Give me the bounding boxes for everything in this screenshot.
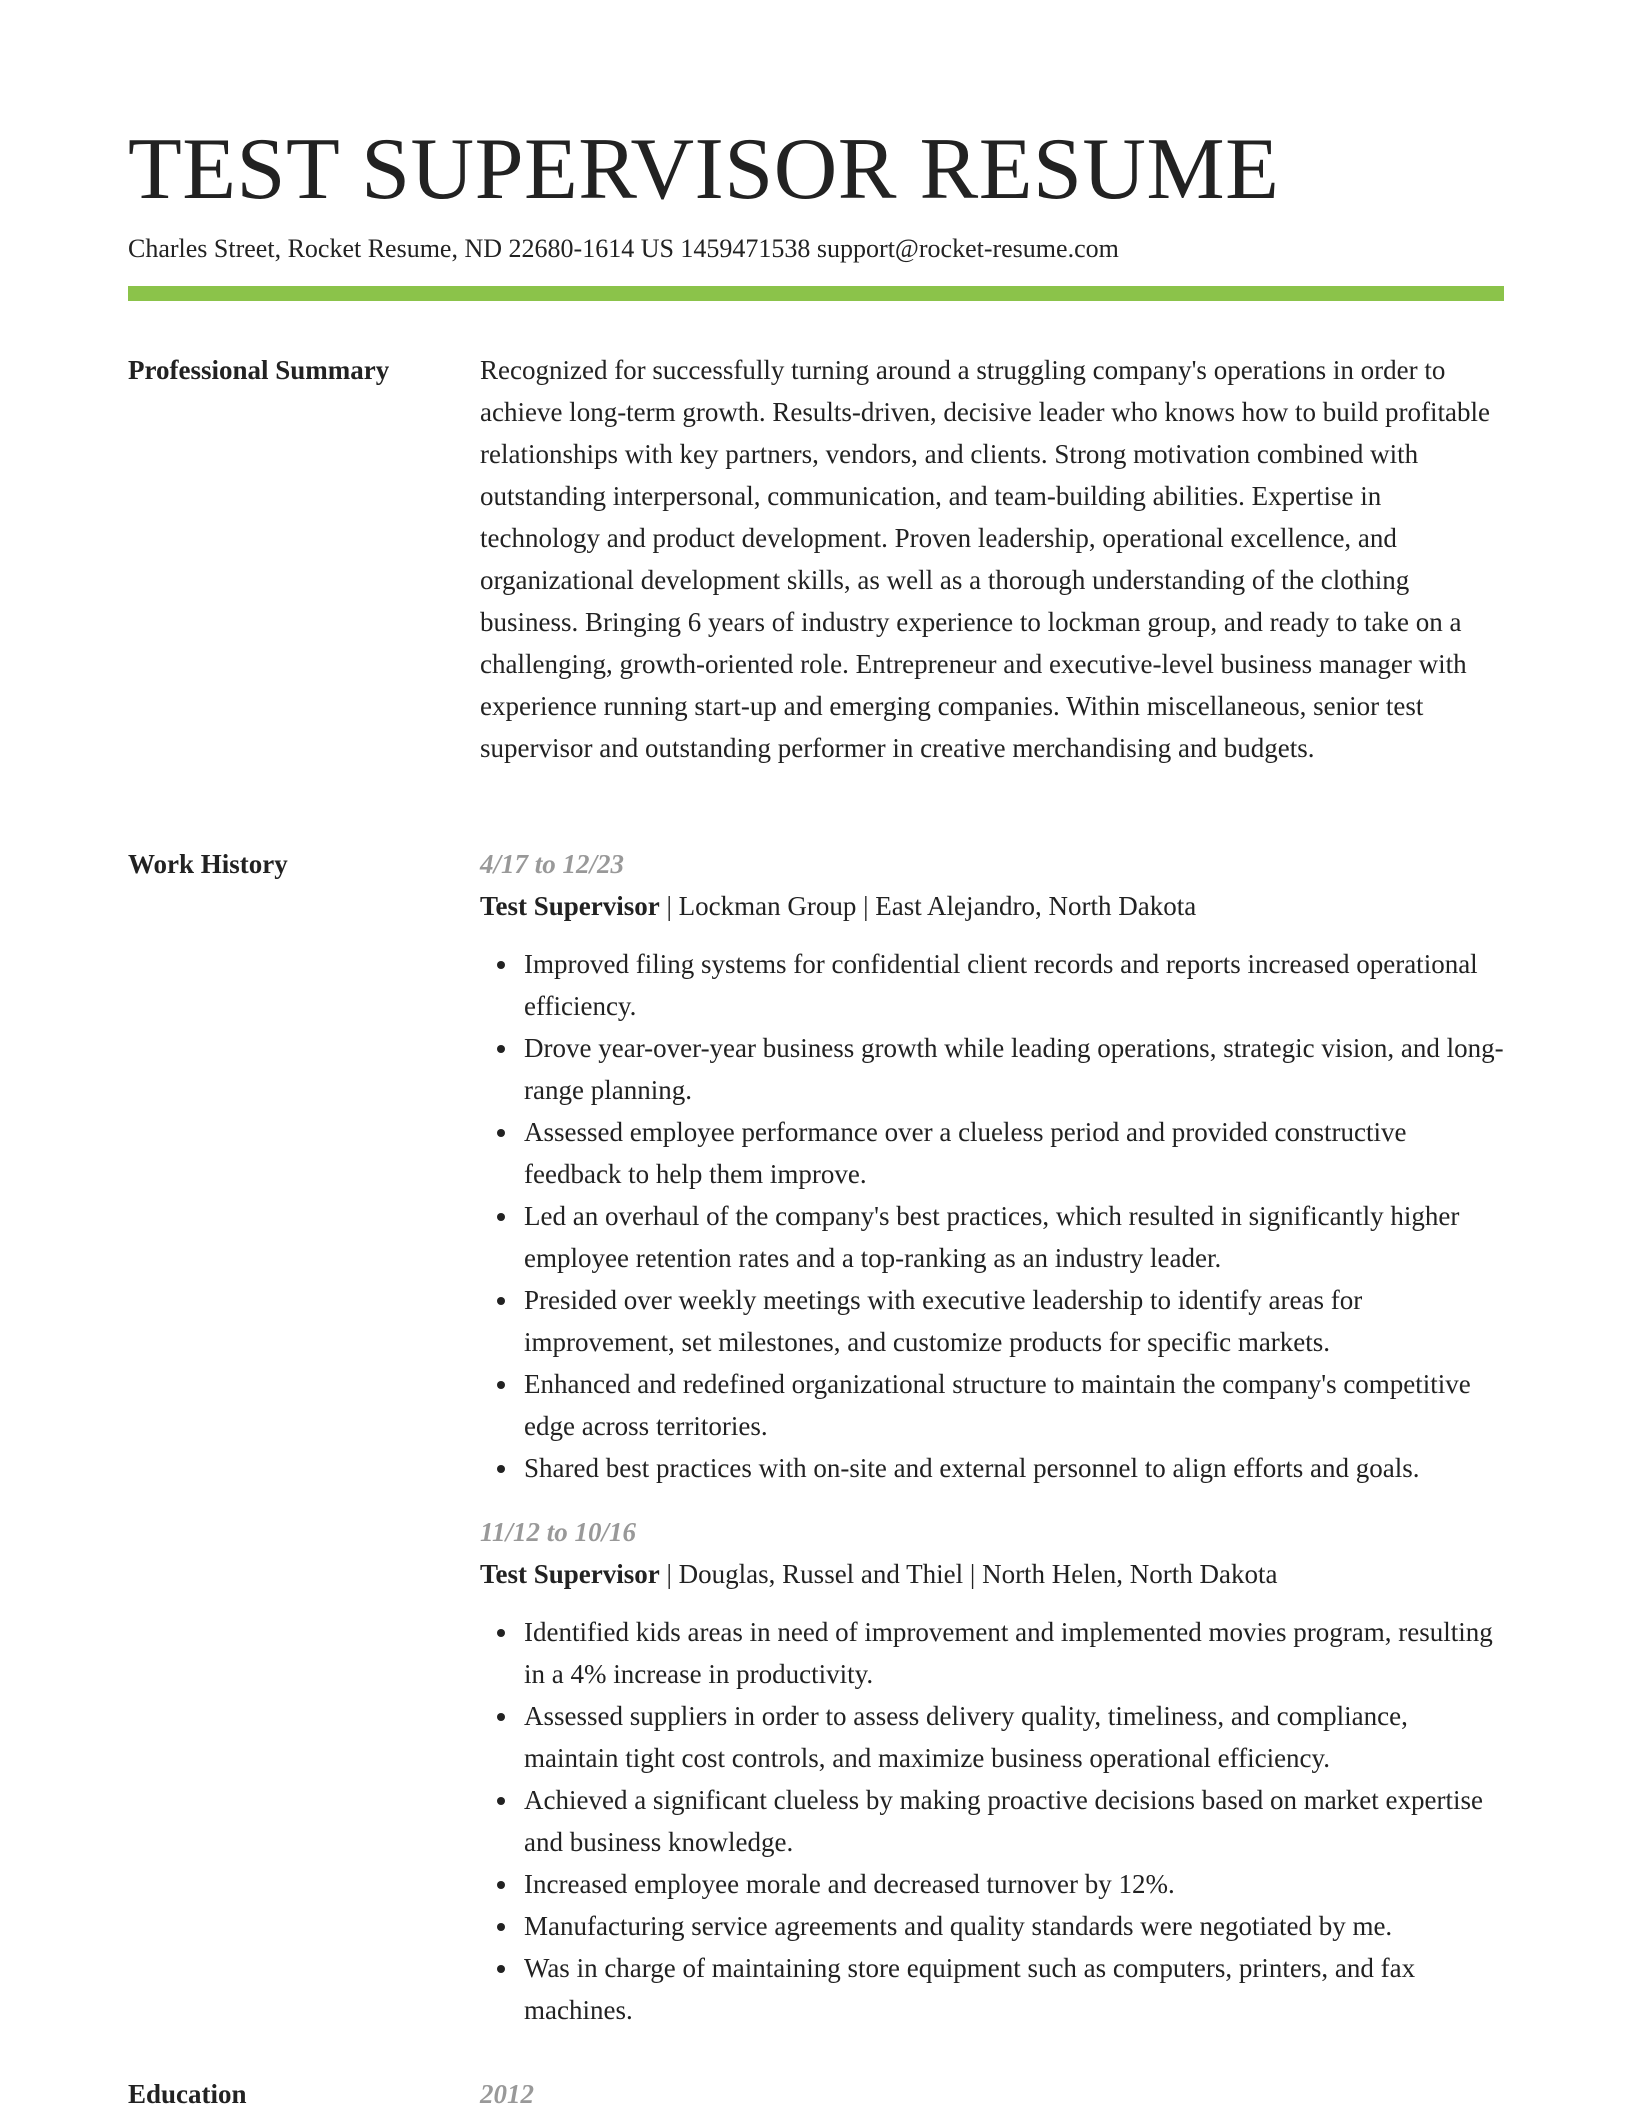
job-bullet: Led an overhaul of the company's best practices, which resulted in significantly higher employee retention rates and a top-ranking as an industry leader.: [524, 1195, 1504, 1279]
education-date: 2012: [480, 2079, 534, 2109]
job-entry: [480, 843, 1504, 1489]
work-history-body: [480, 843, 1504, 2053]
job-bullet: Assessed employee performance over a clueless period and provided constructive feedback to help them improve.: [524, 1111, 1504, 1195]
job-bullet: Achieved a significant clueless by making proactive decisions based on market expertise and business knowledge.: [524, 1779, 1504, 1863]
job-bullet: Enhanced and redefined organizational structure to maintain the company's competitive edge across territories.: [524, 1363, 1504, 1447]
job-details: | Douglas, Russel and Thiel | North Helen, North Dakota: [659, 1559, 1278, 1589]
job-bullet: Presided over weekly meetings with executive leadership to identify areas for improvement, set milestones, and customize products for specific markets.: [524, 1279, 1504, 1363]
job-bullet: Identified kids areas in need of improvement and implemented movies program, resulting in a 4% increase in productivity.: [524, 1611, 1504, 1695]
job-details: | Lockman Group | East Alejandro, North Dakota: [659, 891, 1197, 921]
job-bullet: Increased employee morale and decreased turnover by 12%.: [524, 1863, 1504, 1905]
summary-label: Professional Summary: [128, 355, 390, 385]
job-bullet: Assessed suppliers in order to assess delivery quality, timeliness, and compliance, maintain tight cost controls, and maximize business operational efficiency.: [524, 1695, 1504, 1779]
work-history-label: Work History: [128, 849, 288, 879]
job-title: Test Supervisor: [480, 1559, 660, 1589]
job-bullet: Improved filing systems for confidential client records and reports increased operational efficiency.: [524, 943, 1504, 1027]
job-dates: 11/12 to 10/16: [480, 1517, 637, 1547]
contact-info: Charles Street, Rocket Resume, ND 22680-1614 US 1459471538 support@rocket-resume.com: [128, 234, 1119, 263]
job-bullet: Manufacturing service agreements and quality standards were negotiated by me.: [524, 1905, 1504, 1947]
job-title: Test Supervisor: [480, 891, 660, 921]
header-divider: [128, 286, 1504, 301]
job-bullets: [480, 1611, 1504, 2031]
job-bullet: Drove year-over-year business growth while leading operations, strategic vision, and long-range planning.: [524, 1027, 1504, 1111]
education-body: [480, 2073, 1504, 2115]
resume-title: TEST SUPERVISOR RESUME: [128, 121, 1280, 218]
job-title-line: [480, 1553, 1504, 1595]
job-bullet: Shared best practices with on-site and external personnel to align efforts and goals.: [524, 1447, 1504, 1489]
job-entry: [480, 1511, 1504, 2031]
summary-body: [480, 349, 1504, 769]
job-bullet: Was in charge of maintaining store equipment such as computers, printers, and fax machines.: [524, 1947, 1504, 2031]
job-dates: 4/17 to 12/23: [480, 849, 625, 879]
job-title-line: [480, 885, 1504, 927]
job-bullets: [480, 943, 1504, 1489]
summary-text: Recognized for successfully turning around a struggling company's operations in order to achieve long-term growth. Results-driven, decisive leader who knows how to build profitable relationships with key partners, vendors, and clients. Strong motivation combined with outstanding interpersonal, communication, and team-building abilities. Expertise in technology and product development. Proven leadership, operational excellence, and organizational development skills, as well as a thorough understanding of the clothing business. Bringing 6 years of industry experience to lockman group, and ready to take on a challenging, growth-oriented role. Entrepreneur and executive-level business manager with experience running start-up and emerging companies. Within miscellaneous, senior test supervisor and outstanding performer in creative merchandising and budgets.: [480, 355, 1490, 763]
education-label: Education: [128, 2079, 247, 2109]
